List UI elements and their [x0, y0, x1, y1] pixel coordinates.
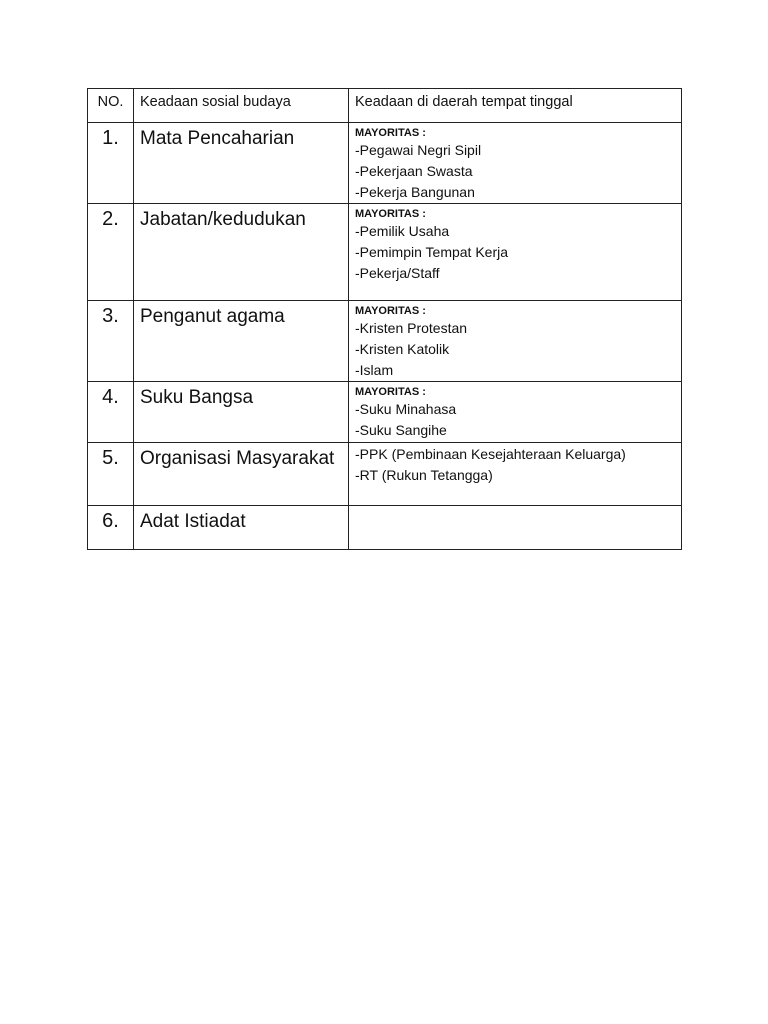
list-item: -Suku Sangihe: [355, 422, 447, 438]
list-item: -Pemilik Usaha: [355, 223, 450, 239]
table-row: [88, 301, 682, 382]
row-label: Adat Istiadat: [134, 506, 349, 550]
row-details: [349, 382, 682, 443]
list-item: -Pekerja Bangunan: [355, 184, 475, 200]
social-culture-table: [87, 88, 682, 550]
row-details: [349, 204, 682, 301]
list-item: -Pekerja/Staff: [355, 265, 440, 281]
row-details: [349, 443, 682, 506]
table-header-row: [88, 89, 682, 123]
list-item: -Pekerjaan Swasta: [355, 163, 473, 179]
row-details: [349, 301, 682, 382]
table-row: [88, 204, 682, 301]
row-label: Penganut agama: [134, 301, 349, 382]
table-row: [88, 123, 682, 204]
majority-heading: MAYORITAS :: [355, 208, 426, 220]
table-row: [88, 506, 682, 550]
row-number: 1.: [88, 123, 134, 204]
list-item: -PPK (Pembinaan Kesejahteraan Keluarga): [355, 446, 626, 462]
row-number: 2.: [88, 204, 134, 301]
list-item: -Pegawai Negri Sipil: [355, 142, 482, 158]
table-row: [88, 382, 682, 443]
row-label: Organisasi Masyarakat: [134, 443, 349, 506]
list-item: -Suku Minahasa: [355, 401, 457, 417]
row-number: 6.: [88, 506, 134, 550]
list-item: -Kristen Protestan: [355, 320, 468, 336]
header-social-condition: Keadaan sosial budaya: [134, 89, 349, 123]
row-number: 5.: [88, 443, 134, 506]
row-number: 3.: [88, 301, 134, 382]
list-item: -Islam: [355, 362, 394, 378]
row-number: 4.: [88, 382, 134, 443]
majority-heading: MAYORITAS :: [355, 305, 426, 317]
majority-heading: MAYORITAS :: [355, 127, 426, 139]
row-details: [349, 123, 682, 204]
header-residence-condition: Keadaan di daerah tempat tinggal: [349, 89, 682, 123]
row-label: Mata Pencaharian: [134, 123, 349, 204]
row-label: Jabatan/kedudukan: [134, 204, 349, 301]
list-item: -RT (Rukun Tetangga): [355, 467, 493, 483]
table-row: [88, 443, 682, 506]
majority-heading: MAYORITAS :: [355, 386, 426, 398]
header-no: NO.: [88, 89, 134, 123]
row-label: Suku Bangsa: [134, 382, 349, 443]
list-item: -Pemimpin Tempat Kerja: [355, 244, 509, 260]
list-item: -Kristen Katolik: [355, 341, 450, 357]
row-details-empty: [349, 506, 682, 550]
